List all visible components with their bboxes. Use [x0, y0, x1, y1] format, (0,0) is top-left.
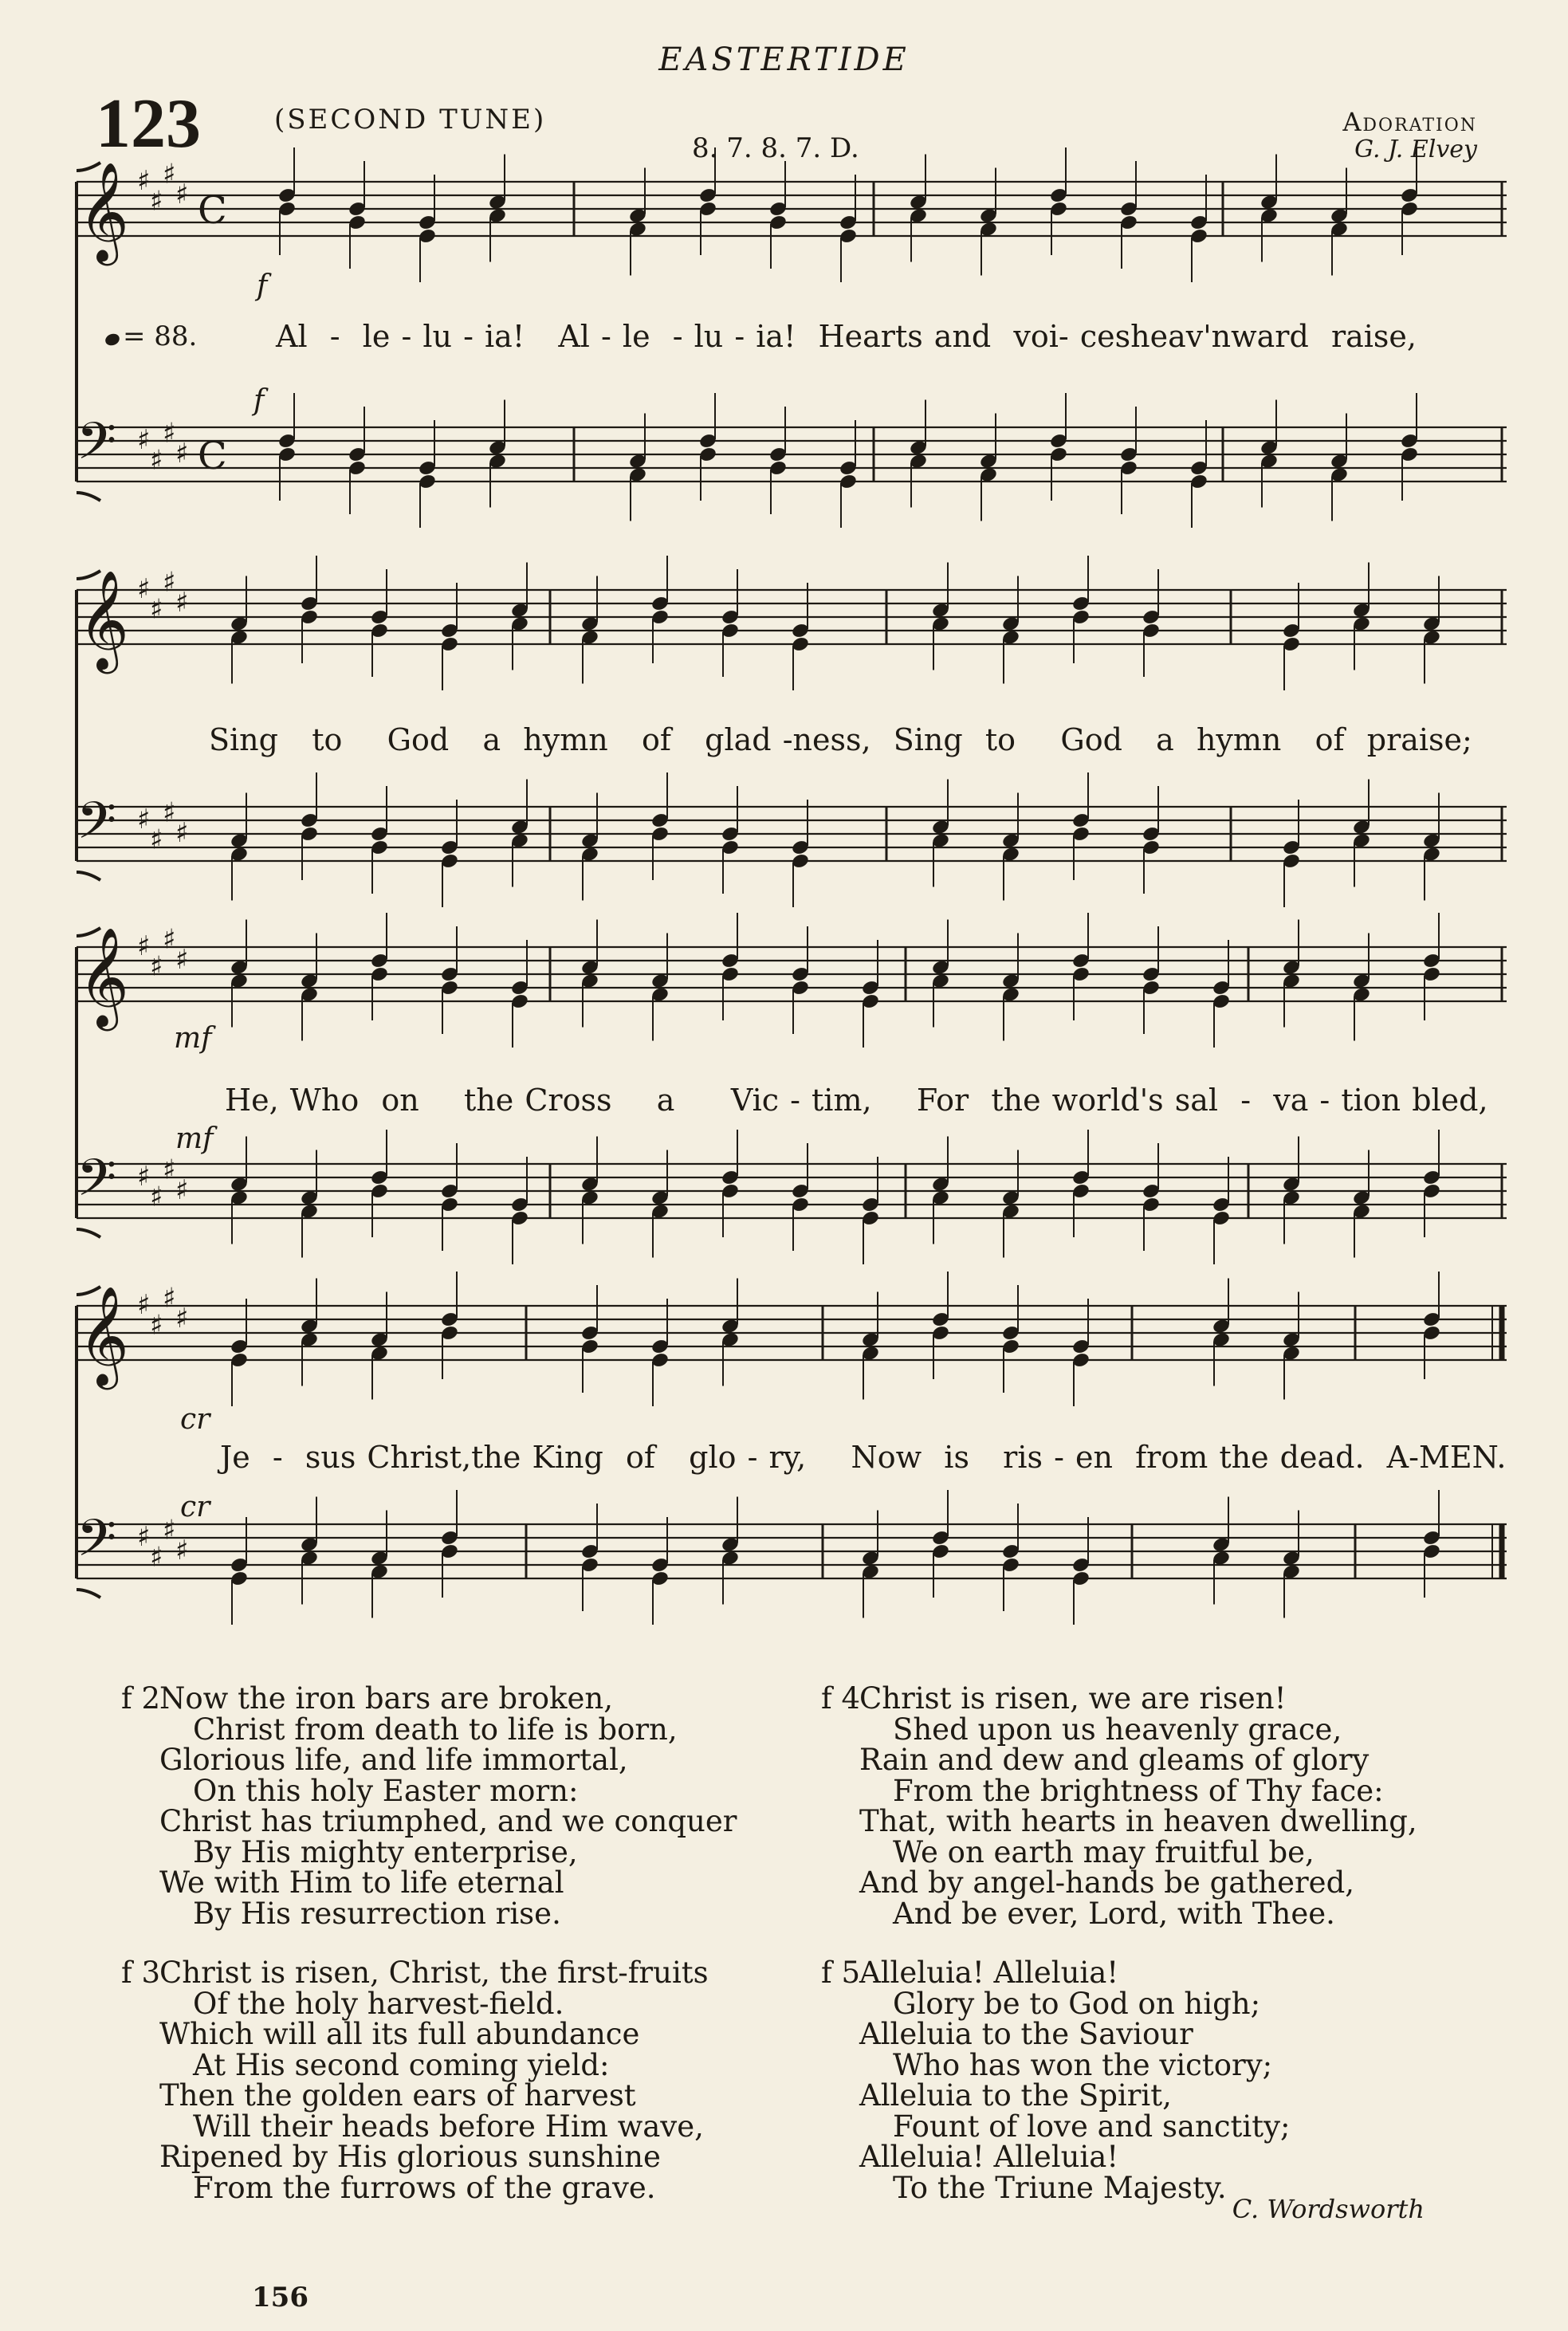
bracket-hook [77, 872, 100, 880]
sharp-icon: ♯ [137, 165, 151, 197]
verse-number: f 4 [821, 1681, 860, 1716]
verse-line: We with Him to life eternal [159, 1865, 564, 1900]
verse-number: f 3 [121, 1956, 160, 1990]
category-label: Adoration [1342, 107, 1477, 137]
tune-label: (SECOND TUNE) [274, 104, 547, 136]
dynamic-marking: f [253, 384, 265, 417]
verse-line: Ripened by His glorious sunshine [159, 2140, 661, 2174]
verse-line: Will their heads before Him wave, [193, 2109, 704, 2144]
verse-line: Now the iron bars are broken, [159, 1681, 613, 1716]
sharp-icon: ♯ [163, 1514, 176, 1547]
dynamic-marking: f [257, 269, 268, 302]
sharp-icon: ♯ [150, 1309, 163, 1342]
sharp-icon: ♯ [175, 438, 189, 470]
verse-line: Which will all its full abundance [159, 2017, 640, 2051]
dynamic-marking: mf [175, 1122, 214, 1155]
verse-line: From the furrows of the grave. [193, 2170, 656, 2205]
common-time-icon: C [198, 188, 227, 233]
verse-number: f 2 [121, 1681, 160, 1716]
sharp-icon: ♯ [137, 424, 151, 456]
sharp-icon: ♯ [150, 185, 163, 218]
verse-line: Christ is risen, Christ, the first-fruits [159, 1956, 709, 1990]
verse-line: Christ from death to life is born, [193, 1712, 678, 1747]
meter: 8. 7. 8. 7. D. [692, 132, 859, 164]
sharp-icon: ♯ [150, 1541, 163, 1574]
bass-clef-icon: 𝄢 [77, 412, 117, 484]
sharp-icon: ♯ [163, 158, 176, 191]
verse-line: Then the golden ears of harvest [159, 2078, 636, 2113]
verse-line: Christ is risen, we are risen! [859, 1681, 1287, 1716]
treble-clef-icon: 𝄞 [78, 162, 129, 261]
verse-line: Rain and dew and gleams of glory [859, 1743, 1370, 1777]
sharp-icon: ♯ [163, 1282, 176, 1315]
sharp-icon: ♯ [163, 566, 176, 599]
verse-line: And by angel-hands be gathered, [859, 1865, 1355, 1900]
verse-line: Fount of love and sanctity; [893, 2109, 1291, 2144]
verse-line: And be ever, Lord, with Thee. [893, 1896, 1335, 1931]
verse-line: By His resurrection rise. [193, 1896, 561, 1931]
sharp-icon: ♯ [163, 417, 176, 450]
lyric-line: Je - sus Christ,the King of glo - ry, Now is ris - en from the dead. A-MEN. [220, 1440, 1507, 1475]
lyric-line: Sing to God a hymn of glad -ness, Sing to God a hymn of praise; [209, 722, 1472, 757]
sharp-icon: ♯ [175, 179, 189, 210]
dynamic-marking: mf [174, 1022, 212, 1055]
sharp-icon: ♯ [150, 444, 163, 477]
verse-line: Alleluia! Alleluia! [859, 2140, 1119, 2174]
dynamic-marking: cr [180, 1491, 210, 1523]
verse-stanza [821, 1681, 1417, 1931]
sharp-icon: ♯ [163, 923, 176, 956]
bracket-hook [77, 1229, 100, 1237]
common-time-icon: C [198, 434, 227, 478]
bass-clef-icon: 𝄢 [77, 792, 117, 863]
tempo-text: = 88. [123, 320, 198, 352]
treble-clef-icon: 𝄞 [78, 927, 129, 1027]
section-title: EASTERTIDE [658, 41, 910, 78]
verse-line: Of the holy harvest-field. [193, 1986, 564, 2021]
sharp-icon: ♯ [150, 593, 163, 626]
verse-line: From the brightness of Thy face: [893, 1773, 1384, 1808]
treble-clef-icon: 𝄞 [78, 1286, 129, 1386]
sharp-icon: ♯ [150, 824, 163, 856]
lyric-line: Al - le - lu - ia! Al - le - lu - ia! Hearts and voi- cesheav'nward raise, [276, 319, 1417, 354]
verse-stanza [121, 1956, 709, 2205]
tempo-marking [105, 320, 197, 352]
sharp-icon: ♯ [163, 796, 176, 829]
sharp-icon: ♯ [150, 950, 163, 983]
bracket-hook [77, 493, 100, 501]
verse-line: We on earth may fruitful be, [893, 1834, 1315, 1869]
bass-clef-icon: 𝄢 [77, 1509, 117, 1581]
verse-line: Alleluia! Alleluia! [859, 1956, 1119, 1990]
bracket-hook [77, 1590, 100, 1598]
treble-clef-icon: 𝄞 [78, 570, 129, 670]
author-name: C. Wordsworth [1232, 2194, 1425, 2224]
sharp-icon: ♯ [175, 587, 189, 619]
dynamic-marking: cr [180, 1403, 210, 1436]
page-number: 156 [252, 2282, 308, 2313]
sharp-icon: ♯ [175, 1303, 189, 1335]
verse-stanza [121, 1681, 737, 1931]
verse-line: Who has won the victory; [893, 2047, 1273, 2082]
verse-line: Glorious life, and life immortal, [159, 1743, 628, 1777]
verse-line: Christ has triumphed, and we conquer [159, 1804, 737, 1838]
lyric-line: He, Who on the Cross a Vic - tim, For the world's sal - va - tion bled, [225, 1083, 1488, 1118]
sharp-icon: ♯ [137, 1521, 151, 1553]
verse-stanza [821, 1956, 1291, 2205]
sharp-icon: ♯ [137, 573, 151, 605]
bass-clef-icon: 𝄢 [77, 1149, 117, 1221]
sharp-icon: ♯ [137, 930, 151, 962]
sharp-icon: ♯ [137, 804, 151, 835]
verse-number: f 5 [821, 1956, 860, 1990]
verse-line: That, with hearts in heaven dwelling, [859, 1804, 1417, 1838]
sharp-icon: ♯ [137, 1289, 151, 1321]
sharp-icon: ♯ [175, 817, 189, 849]
sharp-icon: ♯ [137, 1161, 151, 1193]
verse-line: To the Triune Majesty. [893, 2170, 1227, 2205]
verse-line: By His mighty enterprise, [193, 1834, 578, 1869]
verse-line: At His second coming yield: [193, 2047, 610, 2082]
verse-line: Glory be to God on high; [893, 1986, 1261, 2021]
composer-name: G. J. Elvey [1354, 136, 1477, 163]
sharp-icon: ♯ [175, 944, 189, 976]
verse-line: Shed upon us heavenly grace, [893, 1712, 1342, 1747]
sharp-icon: ♯ [163, 1154, 176, 1186]
sharp-icon: ♯ [175, 1174, 189, 1206]
verse-line: Alleluia to the Spirit, [859, 2078, 1172, 2113]
verse-line: Alleluia to the Saviour [859, 2017, 1193, 2051]
sharp-icon: ♯ [150, 1181, 163, 1213]
quarter-note-icon [104, 332, 121, 347]
sharp-icon: ♯ [175, 1535, 189, 1566]
hymn-number: 123 [96, 85, 201, 163]
verse-line: On this holy Easter morn: [193, 1773, 579, 1808]
